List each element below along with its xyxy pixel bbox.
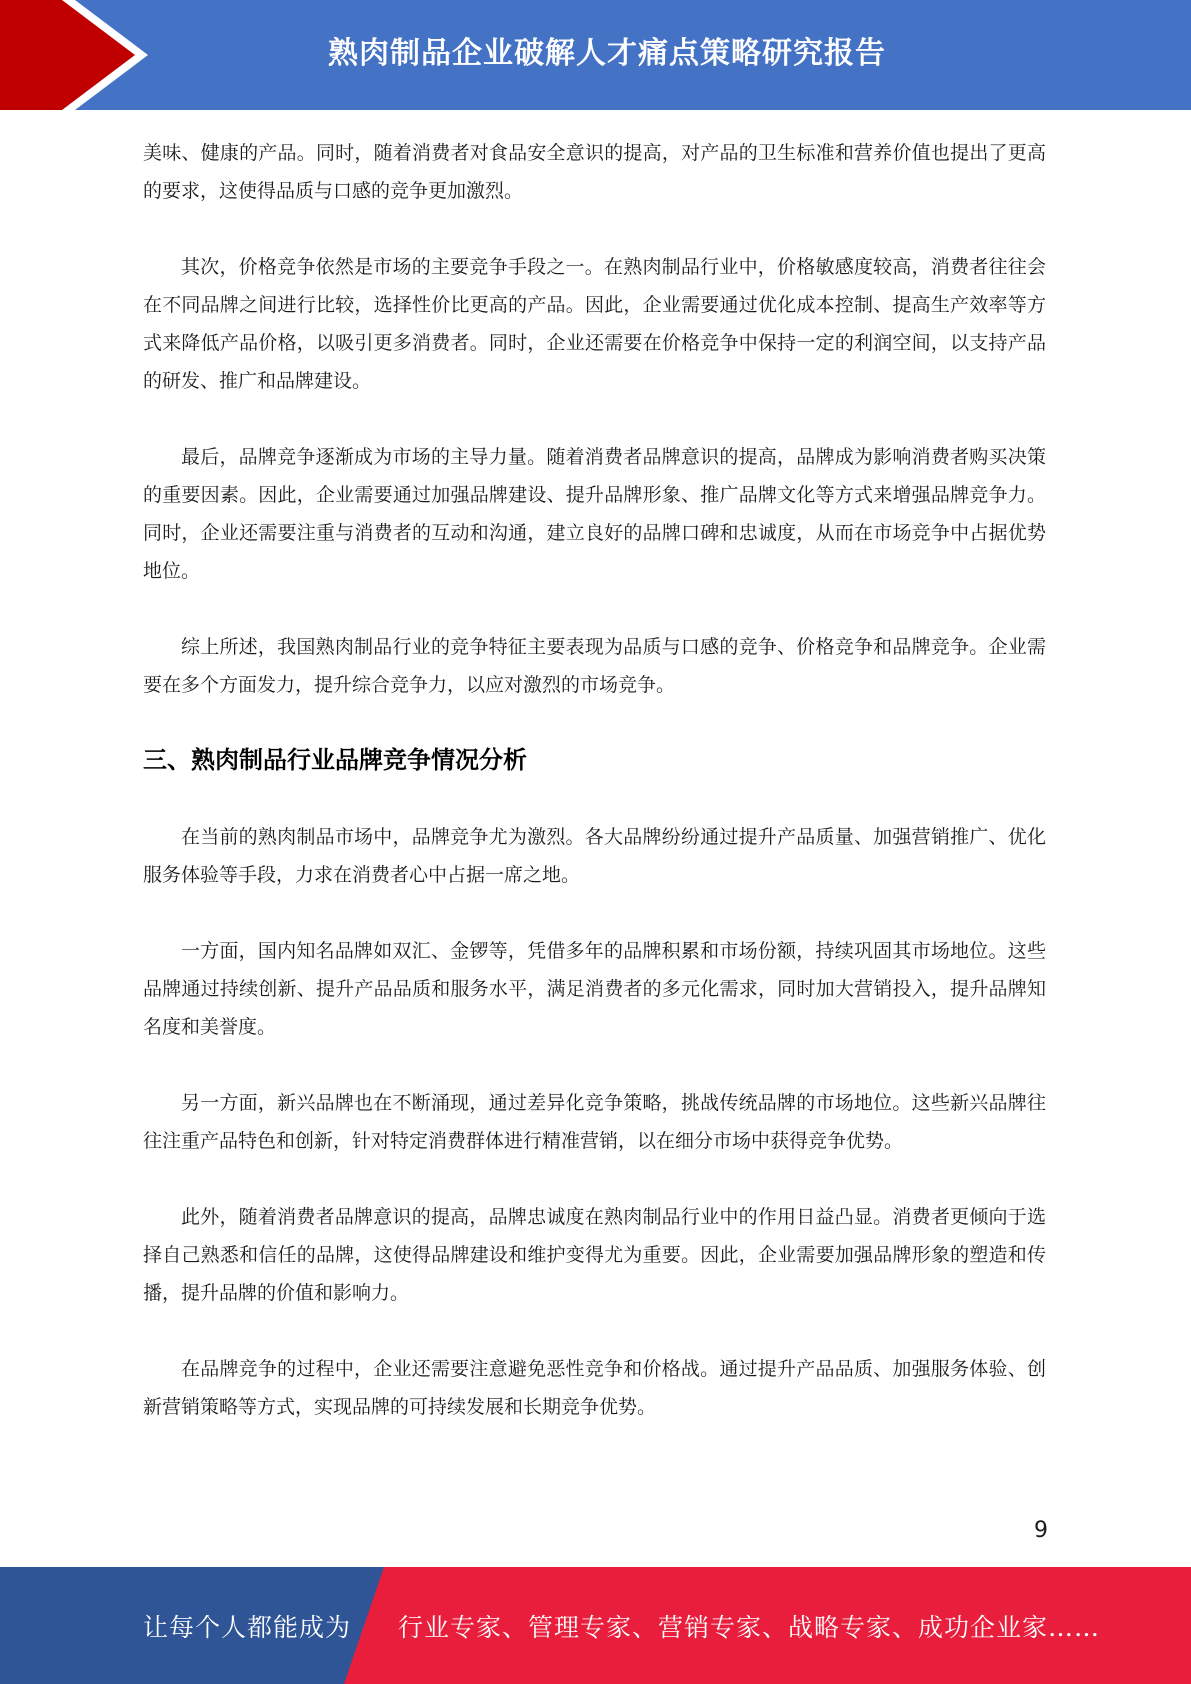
paragraph: 在当前的熟肉制品市场中，品牌竞争尤为激烈。各大品牌纷纷通过提升产品质量、加强营销推广、优化服务体验等手段，力求在消费者心中占据一席之地。 <box>143 826 1046 886</box>
paragraph: 其次，价格竞争依然是市场的主要竞争手段之一。在熟肉制品行业中，价格敏感度较高，消费者往往会在不同品牌之间进行比较，选择性价比更高的产品。因此，企业需要通过优化成本控制、提高生产效率等方式来降低产品价格，以吸引更多消费者。同时，企业还需要在价格竞争中保持一定的利润空间，以支持产品的研发、推广和品牌建设。 <box>143 256 1046 392</box>
page-header <box>0 0 1191 110</box>
paragraph: 此外，随着消费者品牌意识的提高，品牌忠诚度在熟肉制品行业中的作用日益凸显。消费者更倾向于选择自己熟悉和信任的品牌，这使得品牌建设和维护变得尤为重要。因此，企业需要加强品牌形象的塑造和传播，提升品牌的价值和影响力。 <box>143 1206 1046 1304</box>
paragraph: 一方面，国内知名品牌如双汇、金锣等，凭借多年的品牌积累和市场份额，持续巩固其市场地位。这些品牌通过持续创新、提升产品品质和服务水平，满足消费者的多元化需求，同时加大营销投入，提升品牌知名度和美誉度。 <box>143 940 1046 1038</box>
page-number: 9 <box>1034 1518 1048 1543</box>
report-title: 熟肉制品企业破解人才痛点策略研究报告 <box>328 36 886 71</box>
paragraph: 美味、健康的产品。同时，随着消费者对食品安全意识的提高，对产品的卫生标准和营养价值也提出了更高的要求，这使得品质与口感的竞争更加激烈。 <box>143 142 1046 202</box>
paragraph: 另一方面，新兴品牌也在不断涌现，通过差异化竞争策略，挑战传统品牌的市场地位。这些新兴品牌往往注重产品特色和创新，针对特定消费群体进行精准营销，以在细分市场中获得竞争优势。 <box>143 1092 1046 1152</box>
paragraph: 在品牌竞争的过程中，企业还需要注意避免恶性竞争和价格战。通过提升产品品质、加强服务体验、创新营销策略等方式，实现品牌的可持续发展和长期竞争优势。 <box>143 1358 1046 1418</box>
page-body <box>143 134 1046 1426</box>
footer-slogan-right: 行业专家、管理专家、营销专家、战略专家、成功企业家…… <box>398 1612 1101 1642</box>
page-footer <box>0 1567 1191 1684</box>
paragraph: 最后，品牌竞争逐渐成为市场的主导力量。随着消费者品牌意识的提高，品牌成为影响消费者购买决策的重要因素。因此，企业需要通过加强品牌建设、提升品牌形象、推广品牌文化等方式来增强品牌竞争力。同时，企业还需要注重与消费者的互动和沟通，建立良好的品牌口碑和忠诚度，从而在市场竞争中占据优势地位。 <box>143 446 1046 582</box>
paragraph: 综上所述，我国熟肉制品行业的竞争特征主要表现为品质与口感的竞争、价格竞争和品牌竞争。企业需要在多个方面发力，提升综合竞争力，以应对激烈的市场竞争。 <box>143 636 1046 696</box>
section-heading: 三、熟肉制品行业品牌竞争情况分析 <box>143 746 527 774</box>
footer-slogan-left: 让每个人都能成为 <box>143 1612 352 1642</box>
